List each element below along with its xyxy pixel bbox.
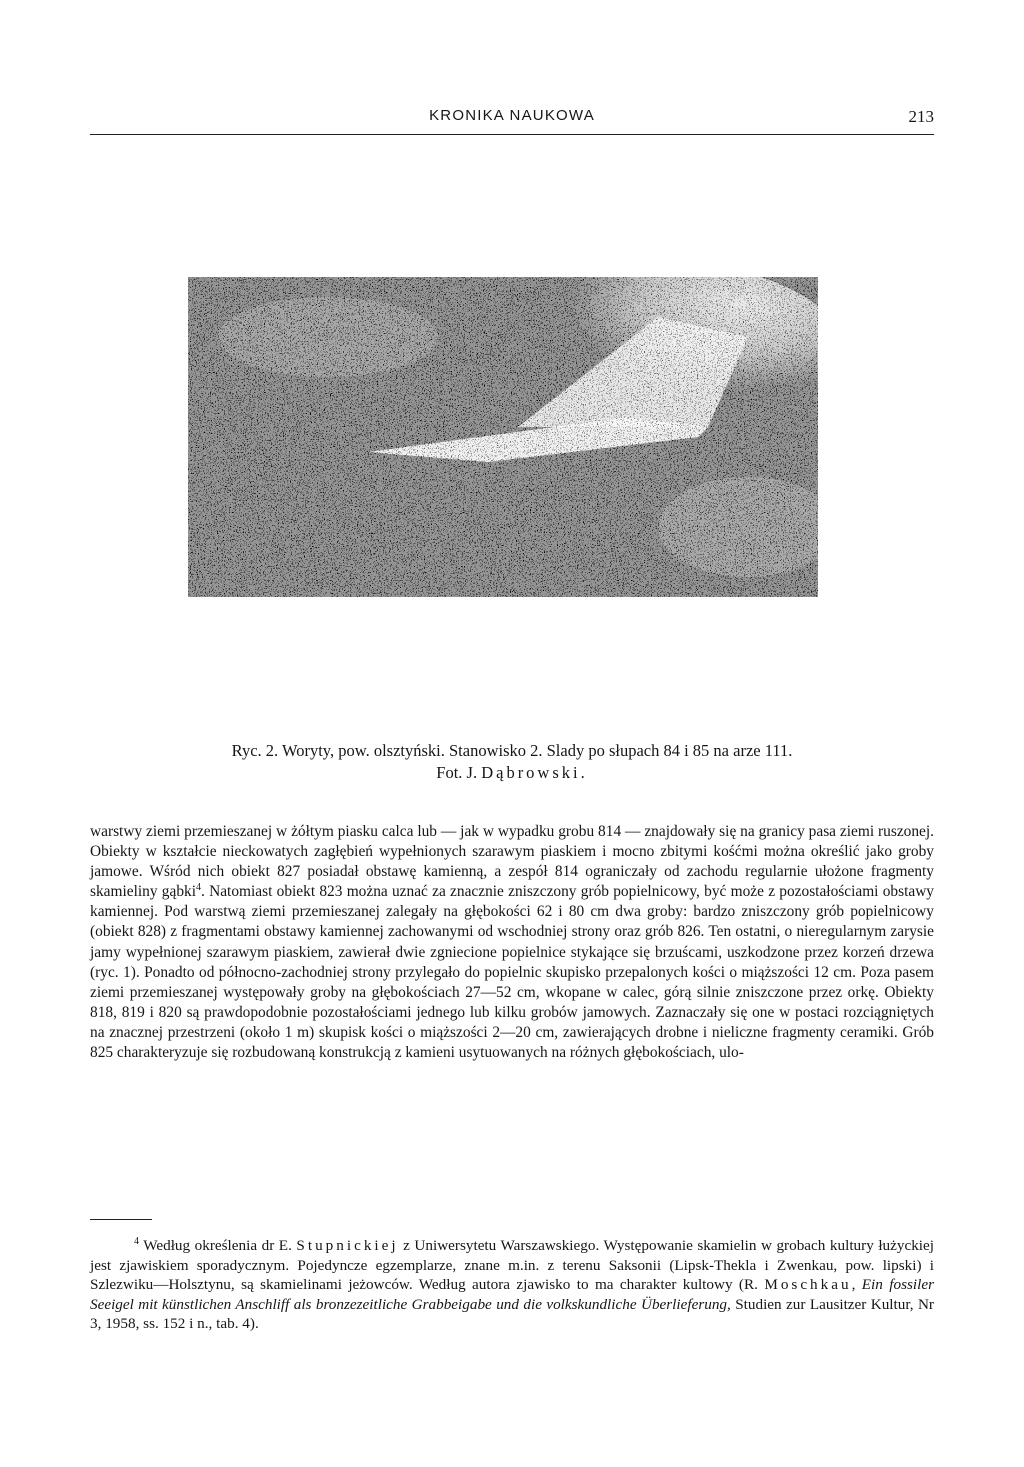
footnote-part2: z Uniwersytetu Warszawskiego. Występowanie skamielin w grobach kultury łużyckiej jest zjawiskiem sporadycznym. Pojedyncze egzemplarze, znane m.in. z terenu Saksonii (Lipsk-Thekla i Zwenkau, pow. lipski) i Szlezwiku—Holsztynu, są skamielinami jeżowców. Według autora zjawisko to ma charakter kultowy (R. [90,1237,934,1294]
footnote-name1: Stupnickiej [296,1237,399,1254]
photo-image [188,277,818,597]
body-text-part1: warstwy ziemi przemieszanej w żółtym piasku calca lub — jak w wypadku grobu 814 — znajdowały się na granicy pasa ziemi ruszonej. Obiekty w kształcie nieckowatych zagłębień wypełnionych szarawym piaskiem i mocno zbitymi kośćmi można określić jako groby jamowe. Wśród nich obiekt 827 posiadał obstawę kamienną, a zespół 814 ograniczały od zachodu regularnie ułożone fragmenty skamieliny gąbki [90,823,934,901]
figure-caption [90,740,934,784]
caption-author: Dąbrowski. [481,763,588,782]
page-number: 213 [908,107,934,126]
footnote-marker: 4 [134,1235,139,1247]
footnote-ref: 4 [196,882,201,894]
header-rule [90,134,934,135]
running-head [90,104,934,134]
footnote-part3: , [851,1276,862,1294]
footnote-rule [90,1219,152,1220]
footnote-paragraph [90,1236,934,1334]
body-text-part2: . Natomiast obiekt 823 można uznać za znacznie zniszczony grób popielnicowy, być może z pozostałościami obstawy kamiennej. Pod warstwą ziemi przemieszanej zalegały na głębokości 62 i 80 cm dwa groby: bardzo zniszczony grób popielnicowy (obiekt 828) z fragmentami obstawy kamiennej zachowanymi od wschodniej strony oraz grób 826. Ten ostatni, o nieregularnym zarysie jamy wypełnionej szarawym piaskiem, zawierał dwie zgniecione popielnice stykające się brzuścami, uszkodzone przez korzeń drzewa (ryc. 1). Ponadto od północno-zachodniej strony przylegało do popielnic skupisko przepalonych kości o miąższości 12 cm. Poza pasem ziemi przemieszanej występowały groby na głębokościach 27—52 cm, wkopane w calec, górą silnie zniszczone przez orkę. Obiekty 818, 819 i 820 są prawdopodobnie pozostałościami jednego lub kilku grobów jamowych. Zaznaczały się one w postaci rozciągniętych na znacznej przestrzeni (około 1 m) skupisk kości o miąższości 2—20 cm, zawierających drobne i nieliczne fragmenty ceramiki. Grób 825 charakteryzuje się rozbudowaną konstrukcją z kamieni usytuowanych na różnych głębokościach, ulo- [90,883,934,1062]
excavation-photo [188,277,818,597]
body-text [90,822,934,1063]
footnote-part4: Studien zur Lausitzer Kultur, Nr 3, 1958, ss. 152 i n., tab. 4). [90,1295,934,1333]
running-title: KRONIKA NAUKOWA [429,107,595,124]
caption-credit [90,762,934,784]
caption-line: Ryc. 2. Woryty, pow. olsztyński. Stanowisko 2. Slady po słupach 84 i 85 na arze 111. [231,741,793,760]
footnote-title: Ein fossiler Seeigel mit künstlichen Anschliff als bronzezeitliche Grabbeigabe und die volkskundliche Überlieferung, [90,1276,934,1313]
caption-fot: Fot. J. [436,763,478,782]
footnote-name2: Moschkau [764,1276,852,1294]
footnote [90,1236,934,1334]
footnote-part1: Według określenia dr E. [139,1237,292,1254]
body-paragraph [90,822,934,1063]
